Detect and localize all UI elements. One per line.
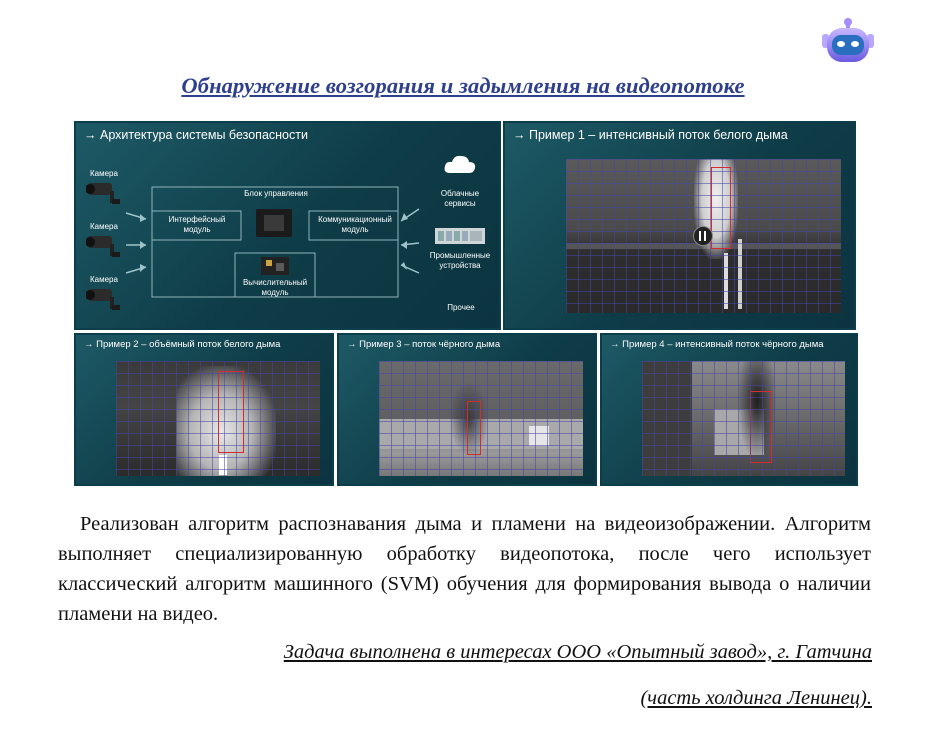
example-4-title: → Пример 4 – интенсивный поток чёрного дыма (610, 339, 824, 350)
credit-line-1: Задача выполнена в интересах ООО «Опытный завод», г. Гатчина (283, 641, 872, 663)
pause-button[interactable] (693, 226, 713, 246)
example-1-title: → Пример 1 – интенсивный поток белого дыма (513, 128, 788, 142)
example-3-video (379, 361, 583, 476)
camera-label: Камера (90, 169, 118, 178)
example-2-panel (74, 333, 334, 486)
communication-module-label: Коммуникационный модуль (318, 215, 392, 234)
example-3-panel (337, 333, 597, 486)
example-1-panel (503, 121, 856, 330)
example-3-title: → Пример 3 – поток чёрного дыма (347, 339, 501, 350)
other-label: Прочее (447, 303, 475, 312)
example-4-panel (600, 333, 858, 486)
architecture-title: → Архитектура системы безопасности (84, 128, 308, 142)
cloud-services-label: Облачные сервисы (440, 189, 480, 208)
industrial-devices-label: Промышленные устройства (429, 251, 491, 270)
description-paragraph: Реализован алгоритм распознавания дыма и пламени на видеоизображении. Алгоритм выполняет специализированную обработку видеопотока, после чего использует классический алгоритм машинного (SVM) обучения для формирования вывода о наличии пламени на видео. (58, 513, 871, 625)
control-block-label: Блок управления (244, 189, 308, 198)
credit-line-2: (часть холдинга Ленинец). (640, 687, 872, 709)
example-4-video (642, 361, 845, 476)
industrial-device-icon (434, 225, 486, 247)
camera-label: Камера (90, 222, 118, 231)
example-2-title: → Пример 2 – объёмный поток белого дыма (84, 339, 281, 350)
interface-module-label: Интерфейсный модуль (168, 215, 226, 234)
camera-label: Камера (90, 275, 118, 284)
robot-head-icon (818, 16, 878, 68)
example-2-video (116, 361, 320, 476)
page-title: Обнаружение возгорания и задымления на видеопотоке (181, 73, 745, 98)
compute-module-label: Вычислительный модуль (242, 278, 308, 297)
architecture-panel (74, 121, 501, 330)
cloud-icon (443, 153, 477, 175)
